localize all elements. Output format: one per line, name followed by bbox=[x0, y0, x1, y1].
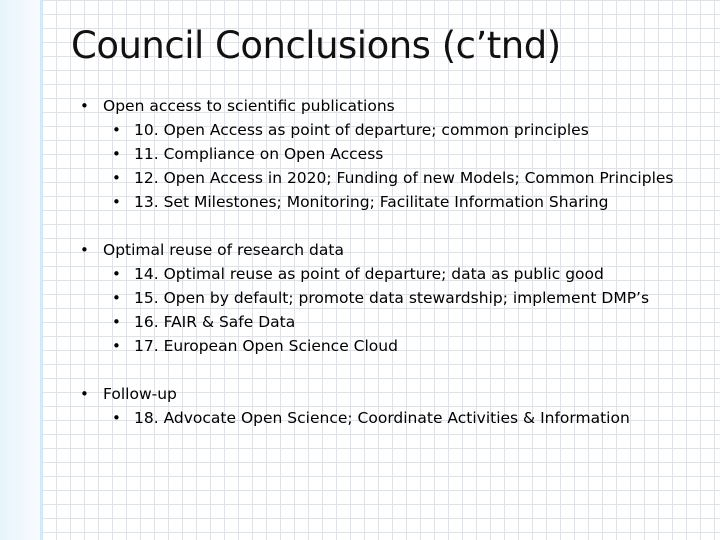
group-heading bbox=[80, 94, 716, 118]
bullet-icon: • bbox=[112, 145, 121, 163]
bullet-icon: • bbox=[112, 313, 121, 331]
list-item-text: 15. Open by default; promote data stewardship; implement DMP’s bbox=[134, 289, 650, 307]
bullet-icon: • bbox=[80, 385, 89, 403]
bullet-group-publications bbox=[80, 94, 716, 214]
bullet-icon: • bbox=[112, 193, 121, 211]
bullet-icon: • bbox=[112, 265, 121, 283]
bullet-icon: • bbox=[112, 169, 121, 187]
bullet-icon: • bbox=[112, 289, 121, 307]
list-item bbox=[80, 166, 716, 190]
list-item-text: 12. Open Access in 2020; Funding of new Models; Common Principles bbox=[134, 169, 674, 187]
bullet-icon: • bbox=[112, 409, 121, 427]
group-heading-text: Optimal reuse of research data bbox=[103, 241, 344, 259]
group-heading-text: Open access to scientific publications bbox=[103, 97, 395, 115]
slide-title: Council Conclusions (c’tnd) bbox=[71, 24, 561, 67]
bullet-icon: • bbox=[80, 241, 89, 259]
group-heading bbox=[80, 382, 716, 406]
list-item-text: 14. Optimal reuse as point of departure; data as public good bbox=[134, 265, 604, 283]
list-item bbox=[80, 286, 716, 310]
list-item-text: 10. Open Access as point of departure; common principles bbox=[134, 121, 589, 139]
list-item-text: 18. Advocate Open Science; Coordinate Activities & Information bbox=[134, 409, 630, 427]
list-item bbox=[80, 190, 716, 214]
list-item bbox=[80, 262, 716, 286]
group-heading bbox=[80, 238, 716, 262]
list-item-text: 11. Compliance on Open Access bbox=[134, 145, 384, 163]
bullet-group-research-data bbox=[80, 238, 716, 358]
list-item-text: 16. FAIR & Safe Data bbox=[134, 313, 296, 331]
bullet-group-follow-up bbox=[80, 382, 716, 430]
list-item bbox=[80, 142, 716, 166]
decorative-side-bar bbox=[0, 0, 43, 540]
list-item bbox=[80, 334, 716, 358]
slide-content bbox=[80, 94, 716, 454]
list-item-text: 17. European Open Science Cloud bbox=[134, 337, 398, 355]
list-item bbox=[80, 310, 716, 334]
list-item-text: 13. Set Milestones; Monitoring; Facilitate Information Sharing bbox=[134, 193, 609, 211]
list-item bbox=[80, 118, 716, 142]
bullet-icon: • bbox=[112, 337, 121, 355]
list-item bbox=[80, 406, 716, 430]
bullet-icon: • bbox=[112, 121, 121, 139]
bullet-icon: • bbox=[80, 97, 89, 115]
group-heading-text: Follow-up bbox=[103, 385, 177, 403]
